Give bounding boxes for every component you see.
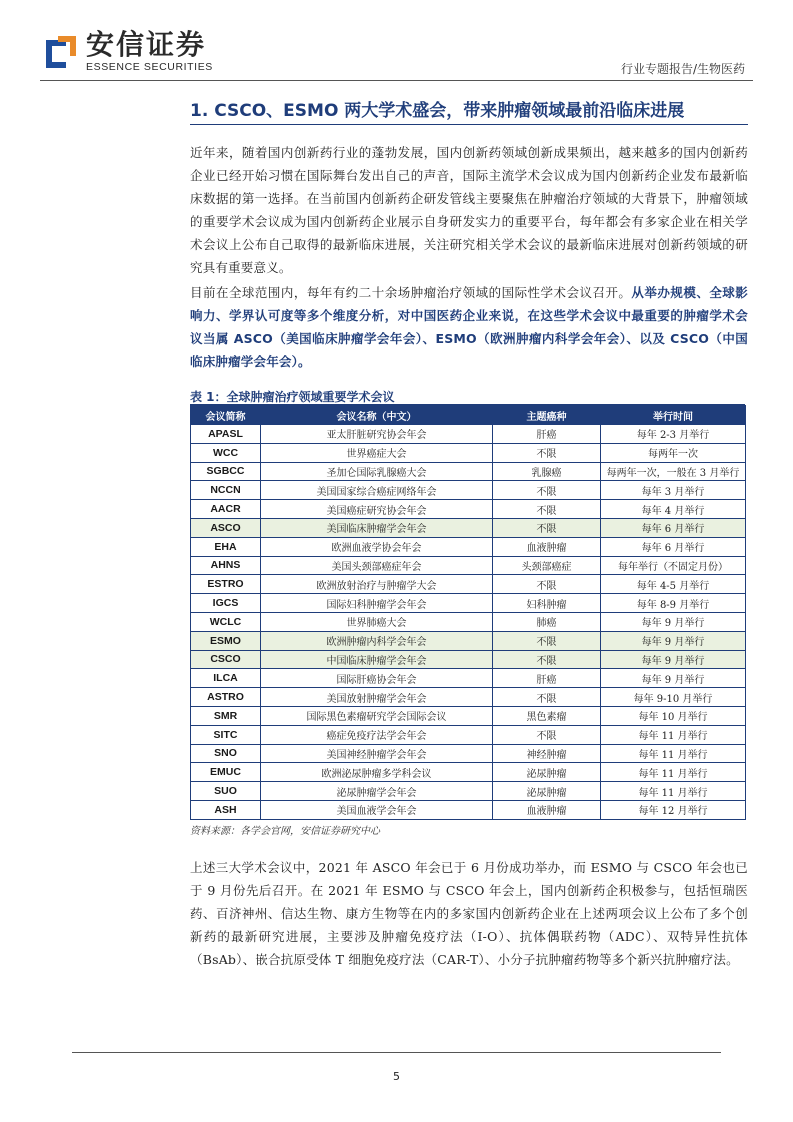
cell-name: 欧洲泌尿肿瘤多学科会议 (261, 763, 493, 782)
cell-schedule: 每年 4-5 月举行 (601, 575, 746, 594)
cell-abbr: ASCO (191, 518, 261, 537)
cell-schedule: 每年 9 月举行 (601, 612, 746, 631)
cell-name: 欧洲血液学协会年会 (261, 537, 493, 556)
table-row (191, 706, 746, 725)
cell-schedule: 每年 11 月举行 (601, 744, 746, 763)
cell-name: 美国国家综合癌症网络年会 (261, 481, 493, 500)
brand-name-en: ESSENCE SECURITIES (86, 61, 213, 73)
cell-cancer-type: 不限 (493, 575, 601, 594)
logo-mark-icon (40, 32, 80, 72)
cell-name: 欧洲肿瘤内科学会年会 (261, 631, 493, 650)
cell-abbr: ILCA (191, 669, 261, 688)
cell-schedule: 每两年一次 (601, 443, 746, 462)
cell-cancer-type: 不限 (493, 688, 601, 707)
cell-schedule: 每年 9 月举行 (601, 669, 746, 688)
cell-cancer-type: 肝癌 (493, 669, 601, 688)
cell-abbr: AHNS (191, 556, 261, 575)
cell-schedule: 每年 4 月举行 (601, 500, 746, 519)
cell-cancer-type: 不限 (493, 650, 601, 669)
section-title: 1. CSCO、ESMO 两大学术盛会，带来肿瘤领域最前沿临床进展 (190, 101, 685, 121)
cell-cancer-type: 黑色素瘤 (493, 706, 601, 725)
cell-abbr: EHA (191, 537, 261, 556)
cell-name: 欧洲放射治疗与肿瘤学大会 (261, 575, 493, 594)
cell-schedule: 每年 2-3 月举行 (601, 425, 746, 444)
cell-cancer-type: 乳腺癌 (493, 462, 601, 481)
cell-cancer-type: 血液肿瘤 (493, 800, 601, 819)
cell-cancer-type: 不限 (493, 443, 601, 462)
cell-name: 国际妇科肿瘤学会年会 (261, 594, 493, 613)
footer-divider (72, 1052, 721, 1053)
cell-cancer-type: 肝癌 (493, 425, 601, 444)
cell-cancer-type: 血液肿瘤 (493, 537, 601, 556)
table-row (191, 650, 746, 669)
page-number: 5 (393, 1070, 400, 1083)
paragraph-conferences-plain: 目前在全球范围内，每年有约二十余场肿瘤治疗领域的国际性学术会议召开。 (190, 285, 632, 300)
table-row (191, 537, 746, 556)
header-divider (40, 80, 753, 81)
cell-schedule: 每年 8-9 月举行 (601, 594, 746, 613)
cell-schedule: 每年 6 月举行 (601, 537, 746, 556)
cell-schedule: 每年 11 月举行 (601, 725, 746, 744)
report-type: 行业专题报告/生物医药 (620, 62, 745, 76)
cell-abbr: WCLC (191, 612, 261, 631)
table-row (191, 575, 746, 594)
cell-schedule: 每年 9 月举行 (601, 650, 746, 669)
table-row (191, 631, 746, 650)
table-caption: 表 1：全球肿瘤治疗领域重要学术会议 (190, 390, 395, 404)
cell-abbr: AACR (191, 500, 261, 519)
cell-schedule: 每年 11 月举行 (601, 763, 746, 782)
cell-abbr: ESMO (191, 631, 261, 650)
paragraph-conferences (190, 281, 748, 373)
cell-schedule: 每两年一次，一般在 3 月举行 (601, 462, 746, 481)
cell-abbr: SMR (191, 706, 261, 725)
cell-name: 圣加仑国际乳腺癌大会 (261, 462, 493, 481)
table-row (191, 800, 746, 819)
section-title-underline (190, 124, 748, 125)
table-row (191, 594, 746, 613)
cell-schedule: 每年 9-10 月举行 (601, 688, 746, 707)
cell-cancer-type: 泌尿肿瘤 (493, 782, 601, 801)
table-row (191, 518, 746, 537)
cell-name: 国际肝癌协会年会 (261, 669, 493, 688)
conference-table (190, 405, 746, 820)
table-row (191, 500, 746, 519)
header-name: 会议名称（中文） (261, 406, 493, 425)
cell-schedule: 每年 12 月举行 (601, 800, 746, 819)
brand-name-cn: 安信证券 (86, 28, 207, 61)
cell-name: 亚太肝脏研究协会年会 (261, 425, 493, 444)
table-source: 资料来源：各学会官网，安信证券研究中心 (190, 826, 380, 837)
cell-abbr: NCCN (191, 481, 261, 500)
table-row (191, 669, 746, 688)
cell-cancer-type: 不限 (493, 500, 601, 519)
cell-abbr: SUO (191, 782, 261, 801)
table-row (191, 443, 746, 462)
cell-abbr: ASTRO (191, 688, 261, 707)
cell-abbr: APASL (191, 425, 261, 444)
cell-name: 世界肺癌大会 (261, 612, 493, 631)
paragraph-conferences-emphasis: 从举办规模、全球影响力、学界认可度等多个维度分析，对中国医药企业来说，在这些学术会议中最重要的肿瘤学术会议当属 ASCO（美国临床肿瘤学会年会）、ESMO（欧洲肿瘤内科学会年会）、以及 CSCO（中国临床肿瘤学会年会）。 (190, 285, 748, 369)
table-row (191, 688, 746, 707)
cell-name: 中国临床肿瘤学会年会 (261, 650, 493, 669)
cell-cancer-type: 不限 (493, 725, 601, 744)
cell-cancer-type: 不限 (493, 518, 601, 537)
cell-schedule: 每年举行（不固定月份） (601, 556, 746, 575)
cell-cancer-type: 不限 (493, 481, 601, 500)
cell-abbr: IGCS (191, 594, 261, 613)
table-row (191, 425, 746, 444)
table-header-row (191, 406, 746, 425)
table-body (191, 425, 746, 820)
cell-abbr: SITC (191, 725, 261, 744)
table-row (191, 612, 746, 631)
cell-cancer-type: 肺癌 (493, 612, 601, 631)
cell-abbr: SGBCC (191, 462, 261, 481)
table-row (191, 481, 746, 500)
cell-schedule: 每年 9 月举行 (601, 631, 746, 650)
cell-schedule: 每年 6 月举行 (601, 518, 746, 537)
cell-abbr: EMUC (191, 763, 261, 782)
header-schedule: 举行时间 (601, 406, 746, 425)
cell-abbr: ASH (191, 800, 261, 819)
cell-name: 美国神经肿瘤学会年会 (261, 744, 493, 763)
table-row (191, 725, 746, 744)
cell-abbr: WCC (191, 443, 261, 462)
paragraph-summary: 上述三大学术会议中，2021 年 ASCO 年会已于 6 月份成功举办，而 ESMO 与 CSCO 年会也已于 9 月份先后召开。在 2021 年 ESMO 与 CSCO 年会上，国内创新药企积极参与，包括恒瑞医药、百济神州、信达生物、康方生物等在内的多家国内创新药企业在上述两项会议上公布了多个创新药的最新研究进展，主要涉及肿瘤免疫疗法（I-O）、抗体偶联药物（ADC）、双特异性抗体（BsAb）、嵌合抗原受体 T 细胞免疫疗法（CAR-T）、小分子抗肿瘤药物等多个新兴抗肿瘤疗法。 (190, 860, 748, 967)
cell-abbr: ESTRO (191, 575, 261, 594)
cell-schedule: 每年 10 月举行 (601, 706, 746, 725)
cell-abbr: CSCO (191, 650, 261, 669)
brand-logo (40, 30, 213, 73)
table-row (191, 462, 746, 481)
table-row (191, 556, 746, 575)
table-row (191, 782, 746, 801)
cell-cancer-type: 妇科肿瘤 (493, 594, 601, 613)
cell-name: 美国血液学会年会 (261, 800, 493, 819)
cell-name: 世界癌症大会 (261, 443, 493, 462)
cell-schedule: 每年 3 月举行 (601, 481, 746, 500)
cell-schedule: 每年 11 月举行 (601, 782, 746, 801)
cell-abbr: SNO (191, 744, 261, 763)
cell-name: 美国头颈部癌症年会 (261, 556, 493, 575)
cell-name: 癌症免疫疗法学会年会 (261, 725, 493, 744)
paragraph-intro: 近年来，随着国内创新药行业的蓬勃发展，国内创新药领域创新成果频出，越来越多的国内创新药企业已经开始习惯在国际舞台发出自己的声音，国际主流学术会议成为国内创新药企业发布最新临床数据的第一选择。在当前国内创新药企研发管线主要聚焦在肿瘤治疗领域的大背景下，肿瘤领域的重要学术会议成为国内创新药企业展示自身研发实力的重要平台，每年都会有多家企业在相关学术会议上公布自己取得的最新临床进展，关注研究相关学术会议的最新临床进展对创新药领域的研究具有重要意义。 (190, 145, 748, 275)
header-abbr: 会议简称 (191, 406, 261, 425)
table-row (191, 744, 746, 763)
cell-cancer-type: 不限 (493, 631, 601, 650)
cell-name: 泌尿肿瘤学会年会 (261, 782, 493, 801)
cell-name: 美国临床肿瘤学会年会 (261, 518, 493, 537)
table-row (191, 763, 746, 782)
cell-cancer-type: 神经肿瘤 (493, 744, 601, 763)
cell-name: 国际黑色素瘤研究学会国际会议 (261, 706, 493, 725)
cell-name: 美国放射肿瘤学会年会 (261, 688, 493, 707)
cell-cancer-type: 头颈部癌症 (493, 556, 601, 575)
header-cancer-type: 主题癌种 (493, 406, 601, 425)
cell-cancer-type: 泌尿肿瘤 (493, 763, 601, 782)
cell-name: 美国癌症研究协会年会 (261, 500, 493, 519)
